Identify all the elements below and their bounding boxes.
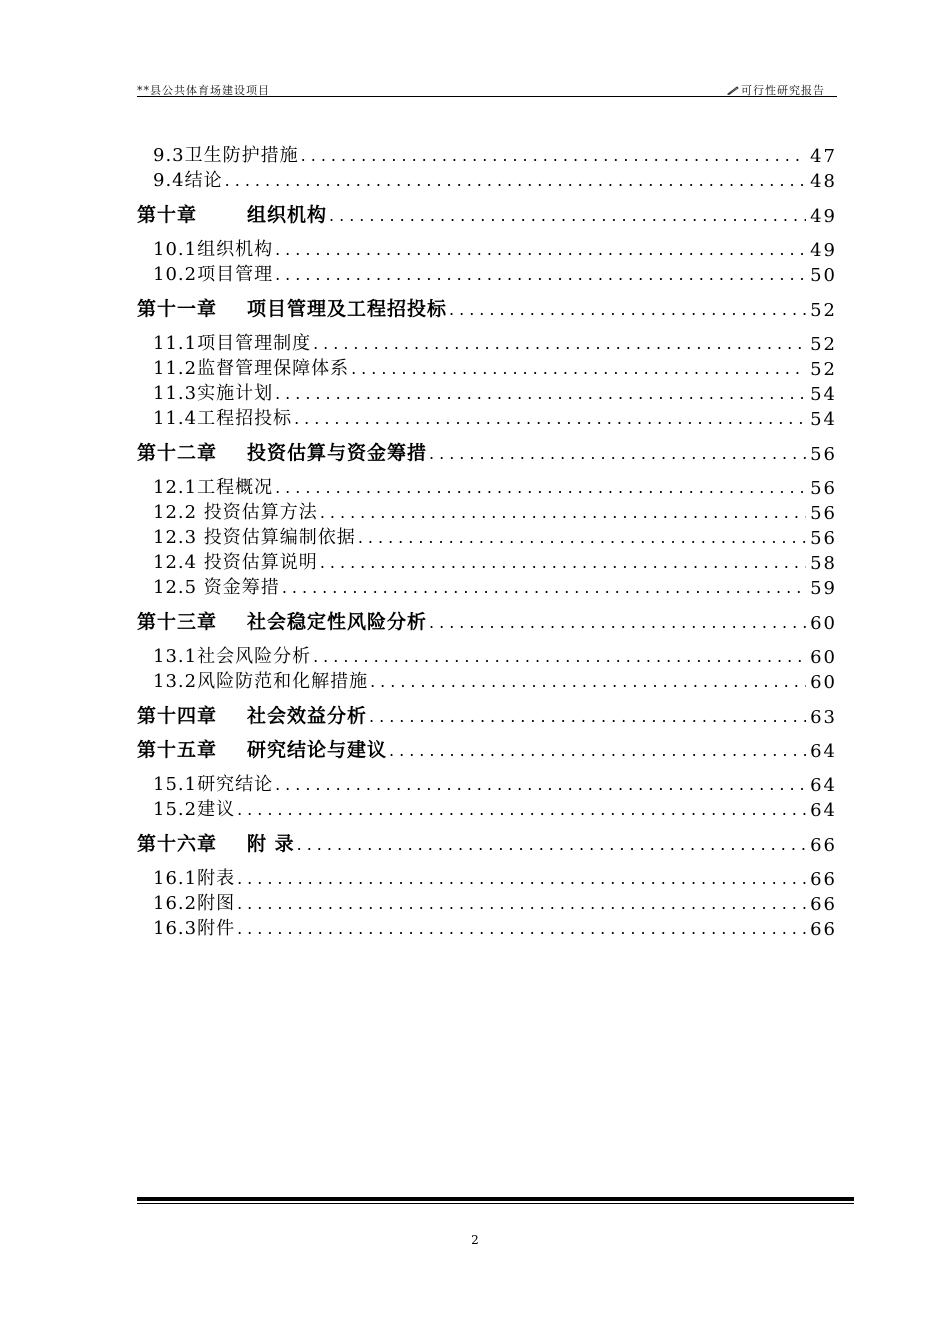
toc-chapter-entry bbox=[137, 704, 837, 728]
toc-chapter-number: 第十五章 bbox=[137, 739, 218, 761]
toc-chapter-entry bbox=[137, 832, 837, 856]
toc-chapter-title: 研究结论与建议 bbox=[247, 739, 388, 761]
toc-page-number: 64 bbox=[810, 775, 837, 796]
toc-section-label: 9.3卫生防护措施 bbox=[153, 145, 299, 166]
toc-page-number: 60 bbox=[810, 672, 837, 693]
toc-chapter-title: 组织机构 bbox=[247, 204, 328, 226]
toc-section-entry bbox=[137, 772, 837, 796]
toc-dot-leader bbox=[313, 649, 806, 665]
toc-section-label: 13.1社会风险分析 bbox=[153, 646, 312, 667]
toc-page-number: 48 bbox=[810, 171, 837, 192]
toc-chapter-number: 第十章 bbox=[137, 204, 198, 226]
toc-section-entry bbox=[137, 475, 837, 499]
toc-chapter-entry bbox=[137, 441, 837, 465]
toc-page-number: 64 bbox=[810, 741, 837, 762]
toc-page-number: 47 bbox=[810, 146, 837, 167]
toc-section-entry bbox=[137, 550, 837, 574]
toc-dot-leader bbox=[429, 446, 806, 462]
toc-page-number: 66 bbox=[810, 869, 837, 890]
toc-section-entry bbox=[137, 331, 837, 355]
toc-dot-leader bbox=[358, 530, 806, 546]
toc-section-label: 15.2建议 bbox=[153, 799, 236, 820]
toc-dot-leader bbox=[275, 777, 806, 793]
toc-section-label: 15.1研究结论 bbox=[153, 774, 274, 795]
toc-section-label: 11.4工程招投标 bbox=[153, 408, 293, 429]
toc-page-number: 49 bbox=[810, 206, 837, 227]
toc-dot-leader bbox=[294, 411, 806, 427]
header-report-type-text: 可行性研究报告 bbox=[741, 84, 825, 97]
toc-chapter-entry bbox=[137, 738, 837, 762]
toc-page-number: 63 bbox=[810, 707, 837, 728]
toc-section-entry bbox=[137, 644, 837, 668]
toc-chapter-entry bbox=[137, 297, 837, 321]
toc-page-number: 56 bbox=[810, 528, 837, 549]
toc-section-entry bbox=[137, 168, 837, 192]
toc-dot-leader bbox=[275, 386, 806, 402]
toc-page-number: 66 bbox=[810, 894, 837, 915]
toc-chapter-entry bbox=[137, 203, 837, 227]
toc-section-entry bbox=[137, 406, 837, 430]
toc-section-entry bbox=[137, 237, 837, 261]
toc-page-number: 49 bbox=[810, 240, 837, 261]
toc-chapter-number: 第十六章 bbox=[137, 833, 218, 855]
toc-section-label: 12.3 投资估算编制依据 bbox=[153, 527, 356, 548]
toc-dot-leader bbox=[237, 921, 806, 937]
toc-dot-leader bbox=[301, 148, 806, 164]
toc-chapter-title: 投资估算与资金筹措 bbox=[247, 442, 428, 464]
toc-page-number: 60 bbox=[810, 647, 837, 668]
toc-section-entry bbox=[137, 143, 837, 167]
toc-section-label: 12.2 投资估算方法 bbox=[153, 502, 318, 523]
toc-section-entry bbox=[137, 500, 837, 524]
toc-section-label: 12.1工程概况 bbox=[153, 477, 274, 498]
toc-dot-leader bbox=[429, 615, 806, 631]
toc-section-label: 10.1组织机构 bbox=[153, 239, 274, 260]
toc-section-label: 13.2风险防范和化解措施 bbox=[153, 671, 369, 692]
toc-page-number: 66 bbox=[810, 835, 837, 856]
toc-dot-leader bbox=[389, 743, 806, 759]
toc-page-number: 58 bbox=[810, 553, 837, 574]
toc-section-entry bbox=[137, 797, 837, 821]
toc-section-entry bbox=[137, 916, 837, 940]
toc-dot-leader bbox=[275, 267, 806, 283]
page-number: 2 bbox=[471, 1233, 479, 1247]
toc-page-number: 56 bbox=[810, 478, 837, 499]
toc-dot-leader bbox=[320, 555, 806, 571]
header-project-title: **县公共体育场建设项目 bbox=[137, 84, 270, 97]
toc-section-entry bbox=[137, 669, 837, 693]
toc-dot-leader bbox=[282, 580, 806, 596]
footer-divider-thin bbox=[137, 1203, 854, 1204]
toc-chapter-title: 附 录 bbox=[247, 833, 295, 855]
toc-section-entry bbox=[137, 381, 837, 405]
toc-section-label: 16.1附表 bbox=[153, 868, 236, 889]
header-divider bbox=[137, 96, 837, 97]
toc-section-label: 10.2项目管理 bbox=[153, 264, 274, 285]
toc-page-number: 66 bbox=[810, 919, 837, 940]
footer-divider-thick bbox=[137, 1197, 854, 1201]
toc-dot-leader bbox=[225, 173, 806, 189]
toc-section-entry bbox=[137, 525, 837, 549]
toc-page-number: 50 bbox=[810, 265, 837, 286]
toc-section-label: 11.3实施计划 bbox=[153, 383, 274, 404]
toc-section-label: 12.4 投资估算说明 bbox=[153, 552, 318, 573]
toc-chapter-entry bbox=[137, 610, 837, 634]
toc-page-number: 54 bbox=[810, 384, 837, 405]
toc-section-entry bbox=[137, 262, 837, 286]
toc-page-number: 54 bbox=[810, 409, 837, 430]
toc-section-entry bbox=[137, 891, 837, 915]
toc-dot-leader bbox=[237, 896, 806, 912]
toc-section-label: 11.2监督管理保障体系 bbox=[153, 358, 350, 379]
toc-page-number: 60 bbox=[810, 613, 837, 634]
toc-page-number: 64 bbox=[810, 800, 837, 821]
toc-dot-leader bbox=[369, 709, 806, 725]
toc-chapter-number: 第十三章 bbox=[137, 611, 218, 633]
pen-icon bbox=[727, 85, 739, 95]
toc-page-number: 52 bbox=[810, 334, 837, 355]
toc-dot-leader bbox=[297, 837, 806, 853]
toc-section-label: 9.4结论 bbox=[153, 170, 223, 191]
toc-chapter-number: 第十四章 bbox=[137, 705, 218, 727]
toc-dot-leader bbox=[237, 871, 806, 887]
toc-section-label: 11.1项目管理制度 bbox=[153, 333, 312, 354]
toc-dot-leader bbox=[237, 802, 806, 818]
toc-chapter-title: 社会稳定性风险分析 bbox=[247, 611, 428, 633]
toc-dot-leader bbox=[370, 674, 806, 690]
toc-section-entry bbox=[137, 575, 837, 599]
toc-dot-leader bbox=[320, 505, 806, 521]
toc-chapter-title: 社会效益分析 bbox=[247, 705, 368, 727]
toc-dot-leader bbox=[329, 208, 806, 224]
toc-dot-leader bbox=[313, 336, 806, 352]
toc-section-entry bbox=[137, 866, 837, 890]
toc-page-number: 56 bbox=[810, 444, 837, 465]
toc-chapter-title: 项目管理及工程招投标 bbox=[247, 298, 448, 320]
toc-page-number: 52 bbox=[810, 359, 837, 380]
toc-section-label: 16.2附图 bbox=[153, 893, 236, 914]
toc-dot-leader bbox=[275, 242, 806, 258]
toc-dot-leader bbox=[449, 302, 806, 318]
toc-section-label: 12.5 资金筹措 bbox=[153, 577, 280, 598]
toc-page-number: 52 bbox=[810, 300, 837, 321]
toc-chapter-number: 第十二章 bbox=[137, 442, 218, 464]
toc-chapter-number: 第十一章 bbox=[137, 298, 218, 320]
toc-section-entry bbox=[137, 356, 837, 380]
toc-page-number: 56 bbox=[810, 503, 837, 524]
toc-dot-leader bbox=[275, 480, 806, 496]
toc-dot-leader bbox=[351, 361, 806, 377]
toc-section-label: 16.3附件 bbox=[153, 918, 236, 939]
toc-page-number: 59 bbox=[810, 578, 837, 599]
